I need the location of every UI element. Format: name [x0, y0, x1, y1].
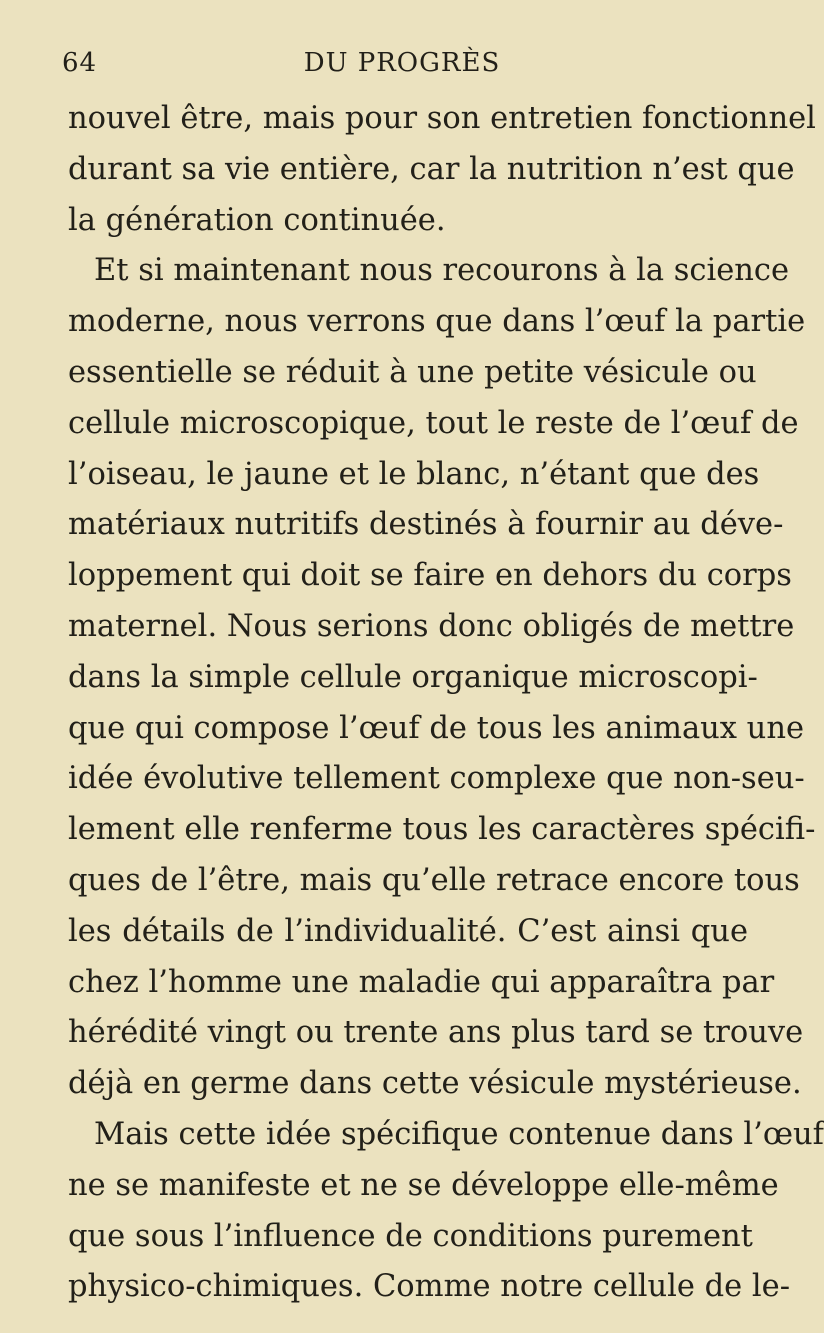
text-line: physico-chimiques. Comme notre cellule de le- — [68, 1269, 791, 1305]
text-line: dans la simple cellule organique microscopi- — [68, 659, 758, 695]
text-line: déjà en germe dans cette vésicule mystérieuse. — [68, 1066, 802, 1102]
text-line: que sous l’influence de conditions purement — [68, 1218, 753, 1254]
body-text — [68, 94, 824, 1313]
text-line: matériaux nutritifs destinés à fournir au déve- — [68, 507, 784, 543]
text-line: chez l’homme une maladie qui apparaîtra par — [68, 964, 775, 1000]
text-line: la génération continuée. — [68, 202, 446, 238]
text-line: Et si maintenant nous recourons à la science — [94, 253, 790, 289]
page-number: 64 — [62, 48, 98, 78]
text-line: maternel. Nous serions donc obligés de mettre — [68, 608, 795, 644]
text-line: nouvel être, mais pour son entretien fonctionnel — [68, 101, 816, 136]
text-line: loppement qui doit se faire en dehors du corps — [68, 558, 792, 594]
running-title: DU PROGRÈS — [303, 48, 501, 78]
text-line: que qui compose l’œuf de tous les animaux une — [68, 710, 805, 746]
text-line: lement elle renferme tous les caractères spécifi- — [68, 812, 816, 848]
text-line: les détails de l’individualité. C’est ainsi que — [68, 913, 748, 949]
text-line: idée évolutive tellement complexe que non-seu- — [68, 761, 805, 797]
running-head — [62, 48, 742, 82]
text-line: essentielle se réduit à une petite vésicule ou — [68, 354, 757, 390]
text-line: cellule microscopique, tout le reste de l’œuf de — [68, 405, 799, 441]
text-line: moderne, nous verrons que dans l’œuf la partie — [68, 304, 806, 340]
text-line: ques de l’être, mais qu’elle retrace encore tous — [68, 862, 800, 898]
text-line: l’oiseau, le jaune et le blanc, n’étant que des — [68, 456, 760, 492]
text-line: hérédité vingt ou trente ans plus tard se trouve — [68, 1015, 804, 1051]
text-line: Mais cette idée spécifique contenue dans l’œuf — [94, 1116, 824, 1152]
text-line: ne se manifeste et ne se développe elle-même — [68, 1167, 779, 1203]
text-line: durant sa vie entière, car la nutrition n’est que — [68, 151, 795, 187]
